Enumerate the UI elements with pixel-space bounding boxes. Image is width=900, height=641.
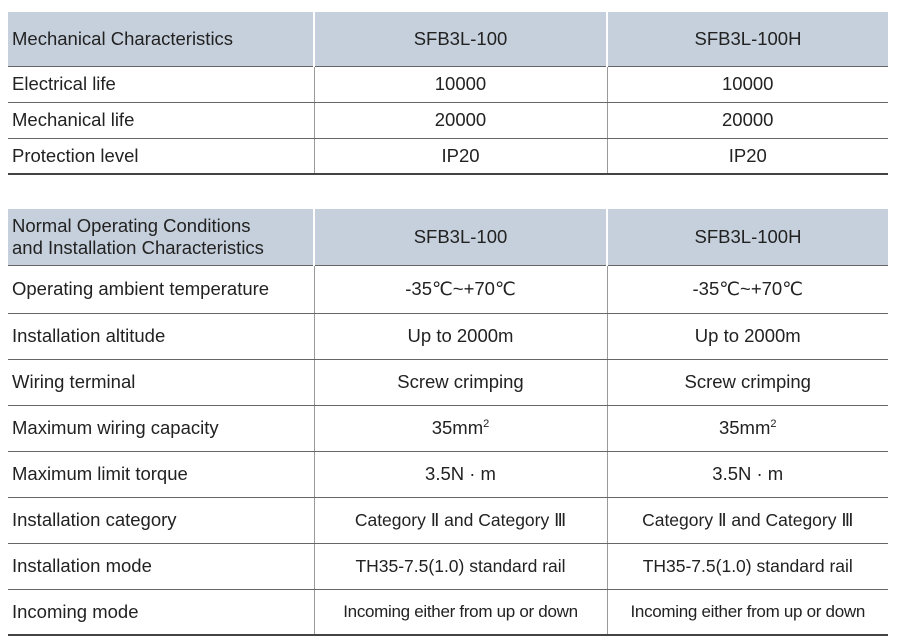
section-title-line-2: and Installation Characteristics bbox=[12, 236, 264, 258]
model-header-sfb3l-100h: SFB3L-100H bbox=[607, 12, 888, 66]
table-header-row bbox=[8, 12, 888, 66]
cell-value: -35℃~+70℃ bbox=[607, 265, 888, 313]
cell-value: TH35-7.5(1.0) standard rail bbox=[607, 543, 888, 589]
cell-value: 20000 bbox=[314, 102, 607, 138]
mechanical-characteristics-table bbox=[8, 12, 888, 175]
row-label: Maximum limit torque bbox=[8, 451, 314, 497]
row-label: Wiring terminal bbox=[8, 359, 314, 405]
cell-value: -35℃~+70℃ bbox=[314, 265, 607, 313]
row-label: Protection level bbox=[8, 138, 314, 174]
cell-value: Up to 2000m bbox=[314, 313, 607, 359]
table-row bbox=[8, 497, 888, 543]
value-text: 35mm bbox=[718, 417, 771, 438]
model-header-sfb3l-100: SFB3L-100 bbox=[314, 209, 607, 265]
table-header-row bbox=[8, 209, 888, 265]
cell-value: 10000 bbox=[607, 66, 888, 102]
table-row bbox=[8, 265, 888, 313]
table-row bbox=[8, 451, 888, 497]
section-title: Mechanical Characteristics bbox=[8, 12, 314, 66]
cell-value: Category Ⅱ and Category Ⅲ bbox=[314, 497, 607, 543]
cell-value: Up to 2000m bbox=[607, 313, 888, 359]
unit-superscript: 2 bbox=[483, 417, 490, 430]
value-text: 35mm bbox=[431, 417, 484, 438]
row-label: Installation mode bbox=[8, 543, 314, 589]
table-row bbox=[8, 313, 888, 359]
row-label: Installation category bbox=[8, 497, 314, 543]
operating-conditions-table bbox=[8, 209, 888, 636]
cell-value: Screw crimping bbox=[607, 359, 888, 405]
row-label: Incoming mode bbox=[8, 589, 314, 635]
cell-value: 3.5N · m bbox=[314, 451, 607, 497]
cell-value: 20000 bbox=[607, 102, 888, 138]
table-row bbox=[8, 66, 888, 102]
row-label: Operating ambient temperature bbox=[8, 265, 314, 313]
cell-value: 10000 bbox=[314, 66, 607, 102]
cell-value: 3.5N · m bbox=[607, 451, 888, 497]
table-row bbox=[8, 138, 888, 174]
cell-value: IP20 bbox=[314, 138, 607, 174]
section-title-line-1: Normal Operating Conditions bbox=[12, 214, 251, 236]
table-row bbox=[8, 102, 888, 138]
row-label: Installation altitude bbox=[8, 313, 314, 359]
table-row bbox=[8, 405, 888, 451]
model-header-sfb3l-100: SFB3L-100 bbox=[314, 12, 607, 66]
table-row bbox=[8, 589, 888, 635]
table-row bbox=[8, 543, 888, 589]
model-header-sfb3l-100h: SFB3L-100H bbox=[607, 209, 888, 265]
cell-value: Incoming either from up or down bbox=[314, 589, 607, 635]
cell-value: TH35-7.5(1.0) standard rail bbox=[314, 543, 607, 589]
table-row bbox=[8, 359, 888, 405]
section-title bbox=[8, 209, 314, 265]
cell-value bbox=[314, 405, 607, 451]
row-label: Maximum wiring capacity bbox=[8, 405, 314, 451]
row-label: Mechanical life bbox=[8, 102, 314, 138]
cell-value bbox=[607, 405, 888, 451]
cell-value: Screw crimping bbox=[314, 359, 607, 405]
cell-value: Incoming either from up or down bbox=[607, 589, 888, 635]
cell-value: Category Ⅱ and Category Ⅲ bbox=[607, 497, 888, 543]
cell-value: IP20 bbox=[607, 138, 888, 174]
unit-superscript: 2 bbox=[770, 417, 777, 430]
row-label: Electrical life bbox=[8, 66, 314, 102]
